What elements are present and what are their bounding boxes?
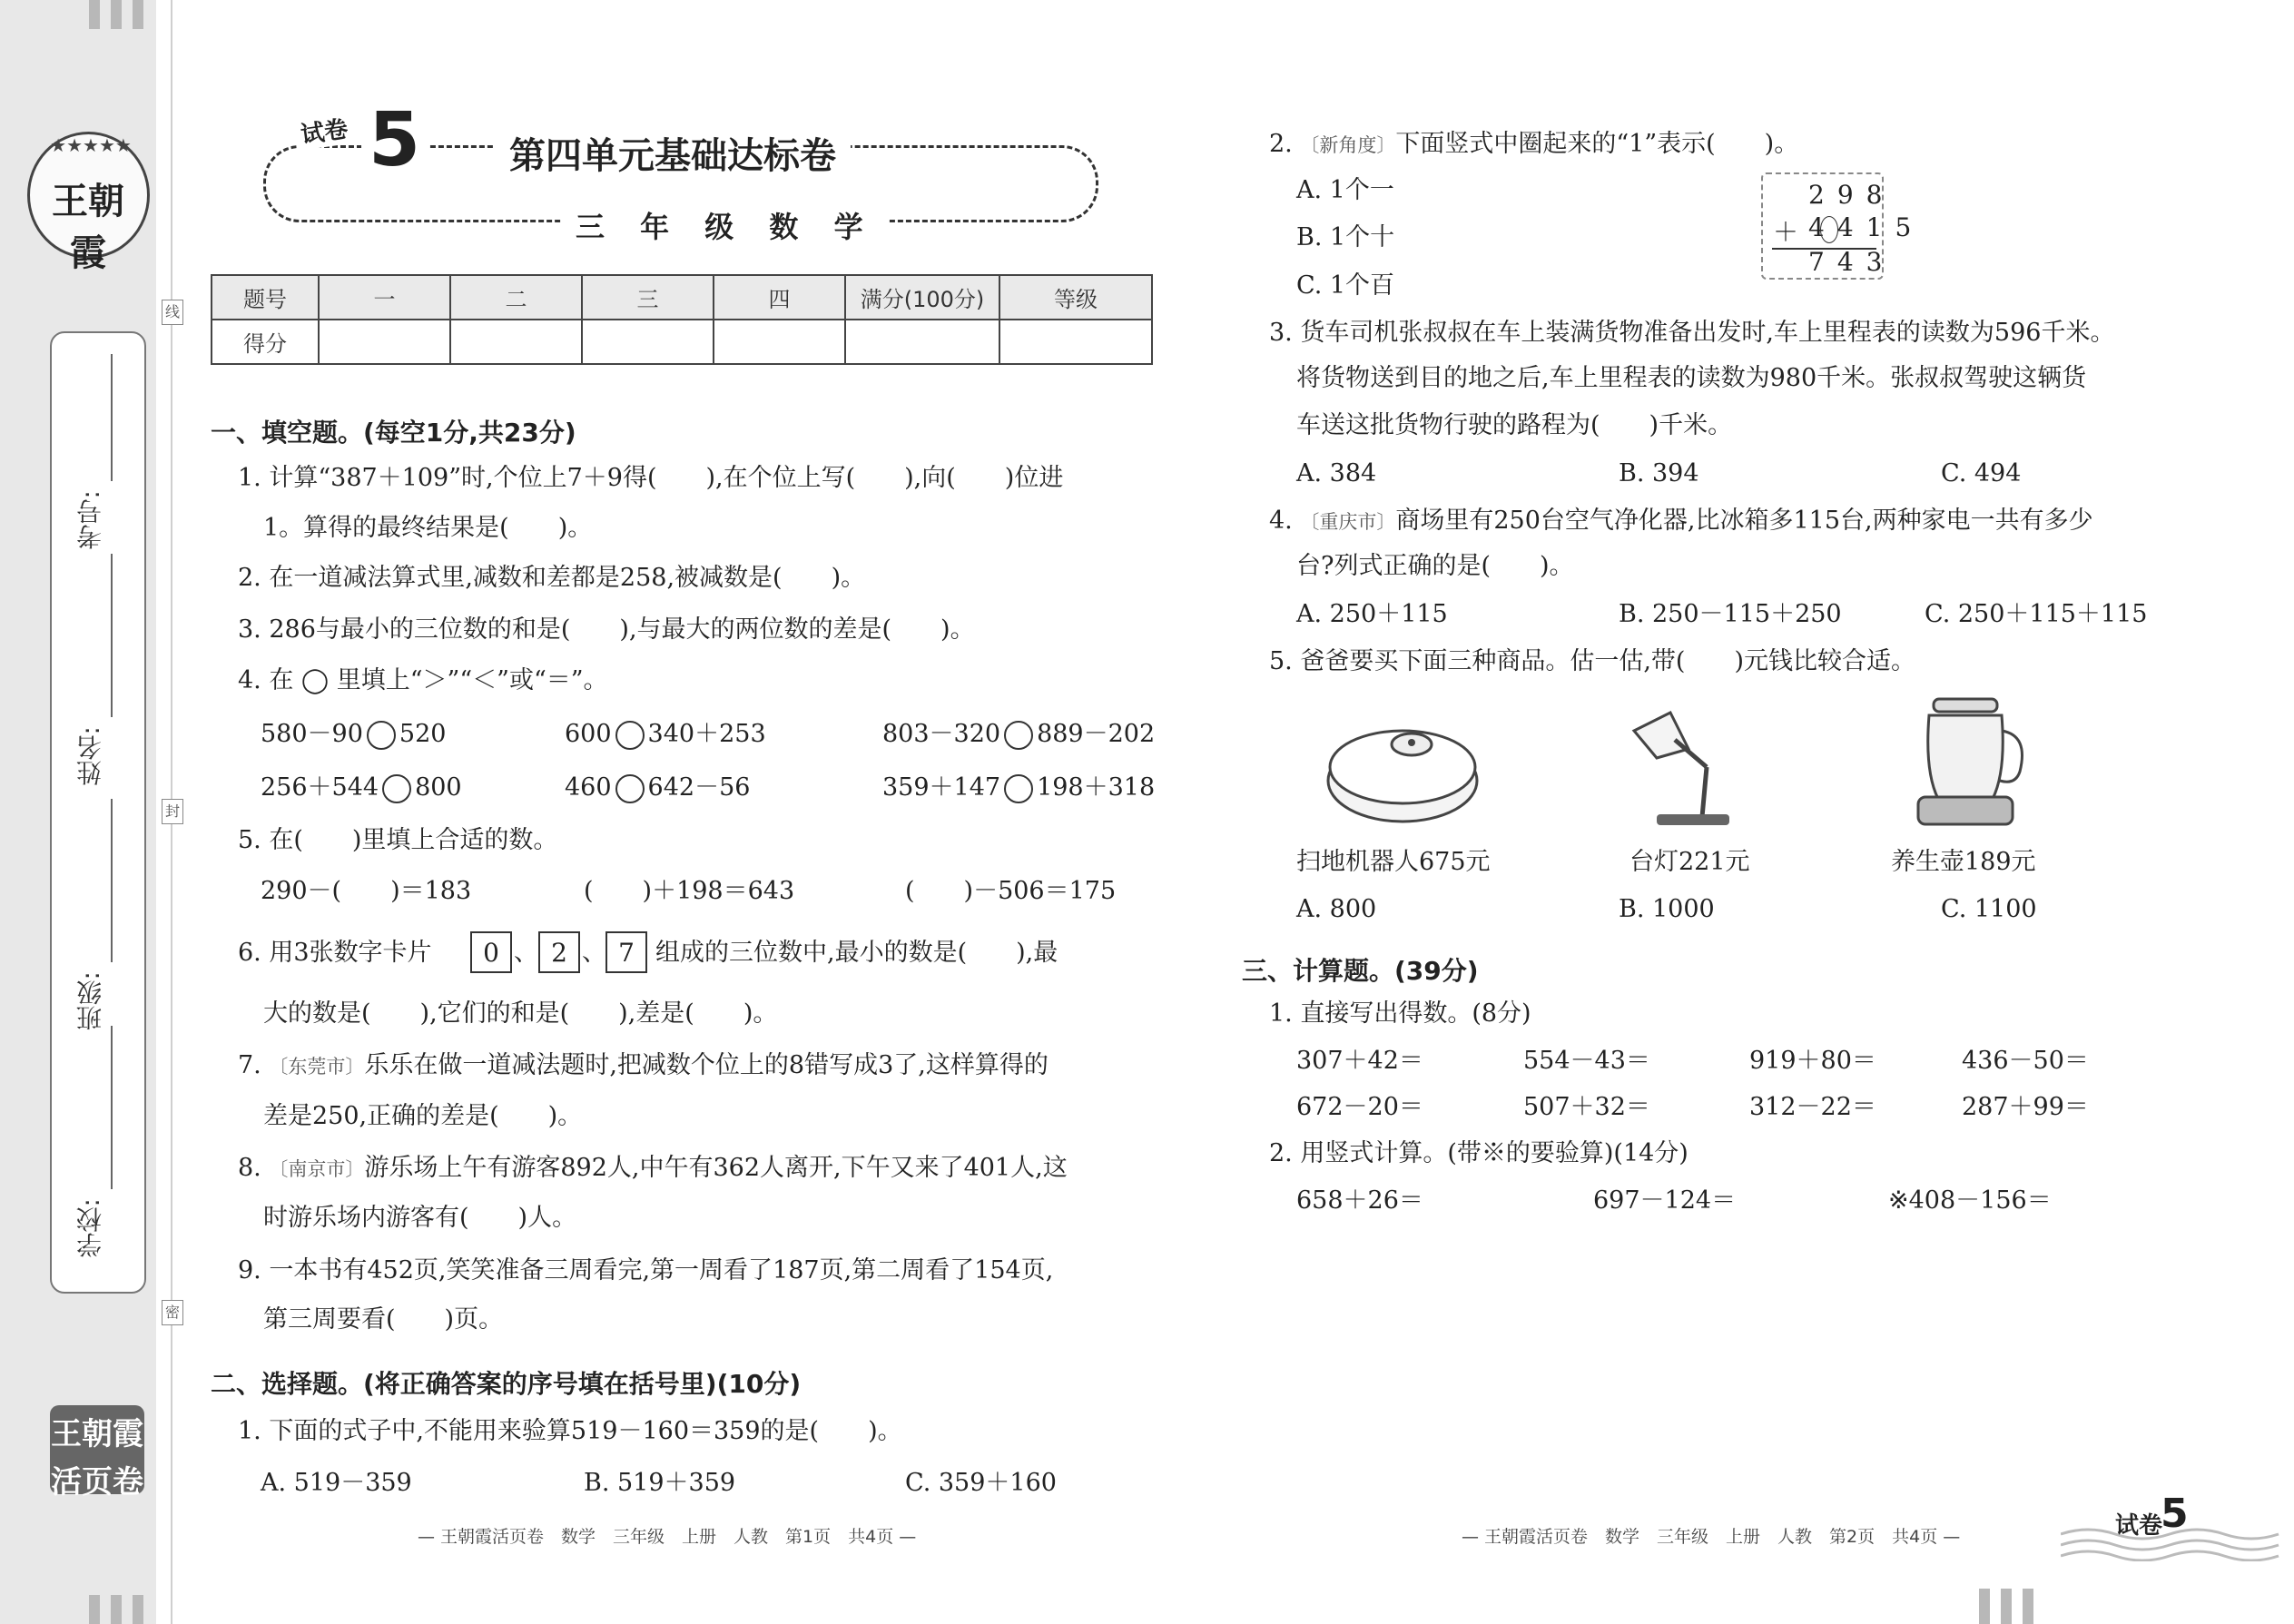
product-label: 台灯221元 [1629,848,1750,876]
question-4: 4. 在 ◯ 里填上“＞”“＜”或“＝”。 [238,666,608,694]
score-header-row [212,275,1152,320]
field-class: 班级: [75,971,105,1031]
choice-option[interactable]: B. 1000 [1619,895,1715,923]
corner-paper-number: 5 [2161,1491,2189,1537]
choice-3c: 车送这批货物行驶的路程为( )千米。 [1296,411,1733,439]
choice-1: 1. 下面的式子中,不能用来验算519－160＝359的是( )。 [238,1417,902,1445]
score-header-cell: 等级 [999,275,1152,320]
seal-stars-icon: ★★★★★ [50,134,132,156]
question-6b: 大的数是( ),它们的和是( ),差是( )。 [263,999,778,1028]
bind-tick [133,0,143,29]
choice-option[interactable]: A. 519－359 [261,1469,412,1497]
score-cell[interactable] [319,320,450,364]
bind-tick [89,0,100,29]
choice-option[interactable]: A. 250＋115 [1296,600,1448,628]
calc-item: 672－20＝ [1296,1093,1423,1121]
field-line [111,354,113,481]
choice-3b: 将货物送到目的地之后,车上里程表的读数为980千米。张叔叔驾驶这辆货 [1296,364,2087,392]
brand-logo-text: 王朝霞 [51,1416,143,1452]
addend-1: 298 [1808,180,1895,210]
bind-tick [133,1595,143,1624]
choice-2: 2. 〔新角度〕下面竖式中圈起来的“1”表示( )。 [1269,130,1799,158]
product-label: 扫地机器人675元 [1296,848,1491,876]
compare-circle[interactable] [367,721,396,750]
score-cell[interactable] [714,320,845,364]
compare-left: 580－90 [261,720,363,748]
compare-item [565,773,750,803]
score-header-cell: 题号 [212,275,319,320]
question-9b: 第三周要看( )页。 [263,1305,504,1334]
choice-5: 5. 爸爸要买下面三种商品。估一估,带( )元钱比较合适。 [1269,647,1915,675]
compare-left: 803－320 [882,720,1001,748]
brand-series-text: 活页卷 [51,1464,143,1501]
fill-item: 290－( )＝183 [261,877,472,905]
compare-right: 340＋253 [647,720,766,748]
choice-option[interactable]: C. 1100 [1941,895,2037,923]
bind-tick [111,1595,122,1624]
calc-1: 1. 直接写出得数。(8分) [1269,999,1531,1028]
choice-3a: 3. 货车司机张叔叔在车上装满货物准备出发时,车上里程表的读数为596千米。 [1269,319,2115,347]
student-info-box [50,331,146,1294]
compare-item [882,719,1155,750]
question-6-pre: 6. 用3张数字卡片 [238,939,432,967]
region-tag: 〔南京市〕 [269,1158,365,1180]
score-header-cell: 四 [714,275,845,320]
region-tag: 〔东莞市〕 [269,1056,365,1078]
choice-option[interactable]: A. 800 [1296,895,1377,923]
score-header-cell: 三 [582,275,714,320]
cut-mark: 密 [162,1300,183,1325]
compare-left: 359＋147 [882,773,1001,802]
compare-left: 600 [565,720,612,748]
choice-option[interactable]: B. 250－115＋250 [1619,600,1842,628]
seal-text: 王朝霞 [52,180,124,274]
calc-item: 307＋42＝ [1296,1047,1423,1075]
product-label: 养生壶189元 [1891,848,2036,876]
bind-tick [1979,1589,1990,1624]
section-fill-blank: 一、填空题。(每空1分,共23分) [211,418,576,448]
calc-item: 507＋32＝ [1523,1093,1650,1121]
compare-circle[interactable] [1004,721,1033,750]
compare-item [261,773,462,803]
field-exam-no: 考号: [75,490,105,550]
section-calculation: 三、计算题。(39分) [1242,956,1479,986]
compare-left: 256＋544 [261,773,379,802]
question-7a: 7. 〔东莞市〕乐乐在做一道减法题时,把减数个位上的8错写成3了,这样算得的 [238,1051,1049,1079]
compare-item [261,719,446,750]
calc-item: 312－22＝ [1749,1093,1876,1121]
choice-option[interactable]: A. 384 [1296,459,1377,487]
question-1b: 1。算得的最终结果是( )。 [263,514,593,542]
bind-tick [2001,1589,2012,1624]
paper-tag: 试卷 [293,110,356,152]
score-cell[interactable] [450,320,582,364]
score-cell[interactable] [845,320,999,364]
choice-option[interactable]: B. 519＋359 [584,1469,736,1497]
choice-option[interactable]: C. 1个百 [1296,271,1395,300]
compare-circle[interactable] [1004,774,1033,803]
digit-card: 2 [538,931,580,973]
compare-item [565,719,766,750]
question-6-post: 组成的三位数中,最小的数是( ),最 [655,939,1058,967]
question-8a: 8. 〔南京市〕游乐场上午有游客892人,中午有362人离开,下午又来了401人,这 [238,1154,1068,1182]
fill-item: ( )＋198＝643 [584,877,795,905]
score-row-label: 得分 [212,320,319,364]
calc-item: 287＋99＝ [1962,1093,2089,1121]
digit-card: 0 [470,931,512,973]
card-separator: 、 [582,939,606,967]
score-row [212,320,1152,364]
field-line [111,799,113,962]
choice-option[interactable]: C. 359＋160 [905,1469,1057,1497]
score-cell[interactable] [582,320,714,364]
choice-4b: 台?列式正确的是( )。 [1296,552,1574,580]
card-separator: 、 [514,939,538,967]
compare-circle[interactable] [382,774,411,803]
page-footer-right: — 王朝霞活页卷 数学 三年级 上册 人教 第2页 共4页 — [1462,1527,1961,1547]
calc-item: 658＋26＝ [1296,1186,1423,1215]
compare-circle[interactable] [615,774,645,803]
bind-tick [2023,1589,2033,1624]
compare-right: 520 [399,720,447,748]
sum: 743 [1808,247,1895,277]
question-7b: 差是250,正确的差是( )。 [263,1102,583,1130]
desk-lamp-icon [1616,704,1734,831]
calc-item: 554－43＝ [1523,1047,1650,1075]
page-title: 第四单元基础达标卷 [495,127,851,179]
digit-card: 7 [605,931,647,973]
compare-circle[interactable] [615,721,645,750]
bind-tick [111,0,122,29]
calc-item: 919＋80＝ [1749,1047,1876,1075]
choice-2-text: 下面竖式中圈起来的“1”表示( )。 [1395,130,1799,158]
page-subtitle: 三 年 级 数 学 [563,204,889,246]
calc-item: ※408－156＝ [1888,1186,2052,1215]
bind-tick [89,1595,100,1624]
choice-4a: 4. 〔重庆市〕商场里有250台空气净化器,比冰箱多115台,两种家电一共有多少 [1269,507,2093,535]
cut-mark: 封 [162,799,183,824]
question-2: 2. 在一道减法算式里,减数和差都是258,被减数是( )。 [238,564,866,592]
compare-item [882,773,1155,803]
calc-item: 436－50＝ [1962,1047,2089,1075]
question-8b: 时游乐场内游客有( )人。 [263,1204,577,1232]
choice-4-text: 商场里有250台空气净化器,比冰箱多115台,两种家电一共有多少 [1395,507,2093,535]
question-1a: 1. 计算“387＋109”时,个位上7＋9得( ),在个位上写( ),向( )位进 [238,464,1064,492]
robot-vacuum-icon [1321,704,1484,831]
health-kettle-icon [1902,690,2038,835]
score-header-cell: 二 [450,275,582,320]
plus-sign: ＋ [1773,217,1812,247]
fill-item: ( )－506＝175 [905,877,1117,905]
region-tag: 〔新角度〕 [1300,134,1396,156]
field-line [111,554,113,717]
question-9a: 9. 一本书有452页,笑笑准备三周看完,第一周看了187页,第二周看了154页, [238,1256,1054,1284]
choice-option[interactable]: A. 1个一 [1296,176,1394,204]
paper-number: 5 [361,100,428,182]
choice-option[interactable]: C. 250＋115＋115 [1925,600,2148,628]
calc-2: 2. 用竖式计算。(带※的要验算)(14分) [1269,1139,1689,1167]
page-footer-left: — 王朝霞活页卷 数学 三年级 上册 人教 第1页 共4页 — [418,1527,917,1547]
field-name: 姓名: [75,726,105,786]
calc-item: 697－124＝ [1593,1186,1737,1215]
question-7-text: 乐乐在做一道减法题时,把减数个位上的8错写成3了,这样算得的 [364,1051,1049,1079]
compare-right: 800 [415,773,462,802]
compare-right: 642－56 [647,773,751,802]
circled-carry-icon [1820,216,1838,243]
score-header-cell: 满分(100分) [845,275,999,320]
compare-right: 889－202 [1037,720,1156,748]
compare-right: 198＋318 [1037,773,1156,802]
question-3: 3. 286与最小的三位数的和是( ),与最大的两位数的差是( )。 [238,615,975,644]
cut-mark: 线 [162,300,183,325]
question-8-text: 游乐场上午有游客892人,中午有362人离开,下午又来了401人,这 [364,1154,1068,1182]
choice-option[interactable]: B. 394 [1619,459,1699,487]
addend-2: 4415 [1808,212,1925,242]
field-school: 学校: [75,1198,105,1258]
corner-paper-label: 试卷 [2115,1512,2163,1540]
section-choice: 二、选择题。(将正确答案的序号填在括号里)(10分) [211,1369,802,1399]
choice-option[interactable]: C. 494 [1941,459,2022,487]
question-5: 5. 在( )里填上合适的数。 [238,826,558,854]
field-line [111,1026,113,1189]
score-header-cell: 一 [319,275,450,320]
region-tag: 〔重庆市〕 [1300,511,1396,533]
score-cell[interactable] [999,320,1152,364]
score-table [211,274,1153,365]
compare-left: 460 [565,773,612,802]
choice-option[interactable]: B. 1个十 [1296,223,1395,251]
